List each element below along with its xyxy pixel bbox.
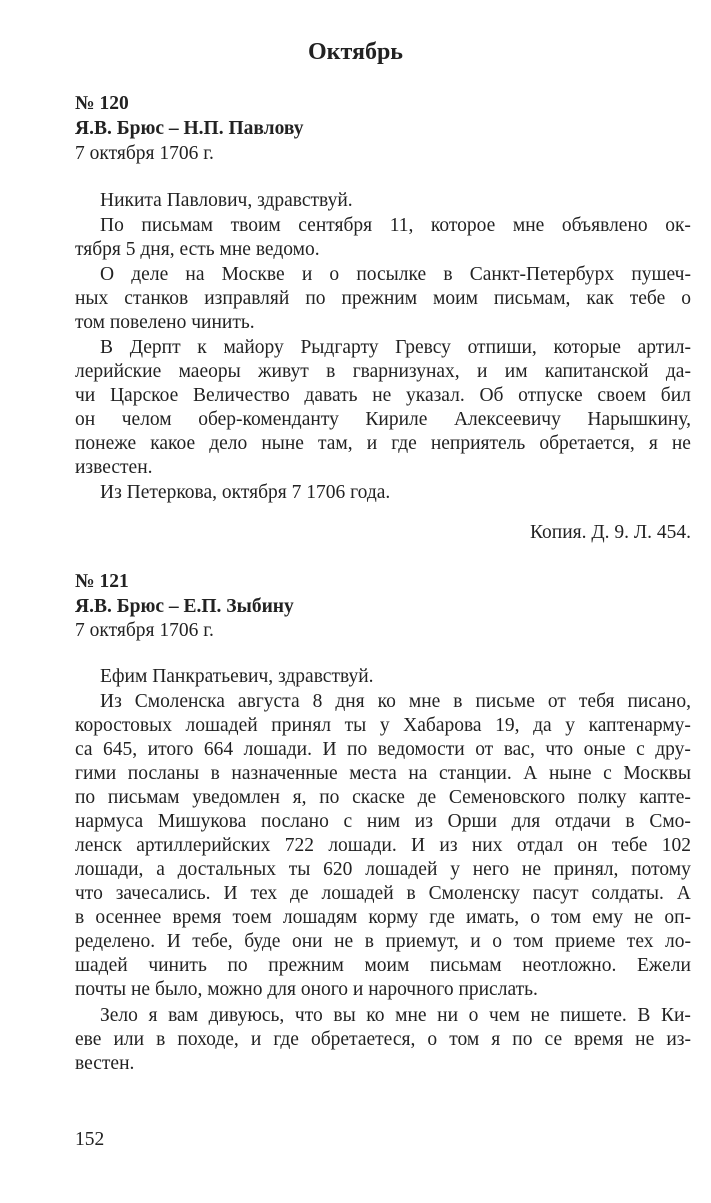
archive-reference: Копия. Д. 9. Л. 454. — [529, 522, 691, 543]
paragraph-line: тября 5 дня, есть мне ведомо. — [75, 239, 320, 260]
page-number: 152 — [75, 1129, 105, 1150]
paragraph-line: ленск артиллерийских 722 лошади. И из них отдал он тебе 102 — [75, 835, 691, 856]
paragraph-line: О деле на Москве и о посылке в Санкт-Петербурх пушеч- — [100, 264, 691, 285]
paragraph-line: Никита Павлович, здравствуй. — [100, 190, 353, 211]
paragraph-line: Зело я вам дивуюсь, что вы ко мне ни о чем не пишете. В Ки- — [100, 1005, 691, 1026]
paragraph-line: по письмам уведомлен я, по скаске де Семеновского полку капте- — [75, 787, 691, 808]
paragraph-line: лерийские маеоры живут в гварнизунах, и им капитанской да- — [75, 361, 691, 382]
paragraph-line: Из Смоленска августа 8 дня ко мне в письме от тебя писано, — [100, 691, 691, 712]
paragraph-line: что зачесались. И тех де лошадей в Смоленску пасут солдаты. А — [75, 883, 691, 904]
paragraph-line: понеже какое дело ныне там, и где неприятель обретается, я не — [75, 433, 691, 454]
document-heading: Я.В. Брюс – Е.П. Зыбину — [75, 596, 294, 617]
paragraph-line: Ефим Панкратьевич, здравствуй. — [100, 666, 374, 687]
page-title: Октябрь — [308, 39, 403, 65]
paragraph-line: Из Петеркова, октября 7 1706 года. — [100, 482, 391, 503]
paragraph-line: са 645, итого 664 лошади. И по ведомости от вас, что оные с дру- — [75, 739, 691, 760]
paragraph-line: почты не было, можно для оного и нарочного прислать. — [75, 979, 538, 1000]
paragraph-line: ределено. И тебе, буде они не в приемут, и о том приеме тех ло- — [75, 931, 691, 952]
paragraph-line: По письмам твоим сентября 11, которое мне объявлено ок- — [100, 215, 691, 236]
paragraph-line: В Дерпт к майору Рыдгарту Гревсу отпиши, которые артил- — [100, 337, 691, 358]
paragraph-line: известен. — [75, 457, 153, 478]
paragraph-line: нармуса Мишукова послано с ним из Орши для отдачи в Смо- — [75, 811, 691, 832]
document-heading: Я.В. Брюс – Н.П. Павлову — [75, 118, 304, 139]
paragraph-line: ных станков изправляй по прежним моим письмам, как тебе о — [75, 288, 691, 309]
paragraph-line: еве или в походе, и где обретаетеся, о том я по се время не из- — [75, 1029, 691, 1050]
paragraph-line: том повелено чинить. — [75, 312, 255, 333]
document-date: 7 октября 1706 г. — [75, 620, 214, 641]
paragraph-line: в осеннее время тоем лошадям корму где имать, о том ему не оп- — [75, 907, 691, 928]
paragraph-line: лошади, а достальных ты 620 лошадей у него не принял, потому — [75, 859, 691, 880]
paragraph-line: вестен. — [75, 1053, 135, 1074]
document-date: 7 октября 1706 г. — [75, 143, 214, 164]
document-number: № 121 — [75, 571, 129, 592]
document-number: № 120 — [75, 93, 129, 114]
paragraph-line: он челом обер-коменданту Кириле Алексеевичу Нарышкину, — [75, 409, 691, 430]
paragraph-line: коростовых лошадей принял ты у Хабарова 19, да у каптенарму- — [75, 715, 691, 736]
paragraph-line: шадей чинить по прежним моим письмам неотложно. Ежели — [75, 955, 691, 976]
paragraph-line: чи Царское Величество давать не указал. Об отпуске своем бил — [75, 385, 691, 406]
paragraph-line: гими посланы в назначенные места на станции. А ныне с Москвы — [75, 763, 691, 784]
